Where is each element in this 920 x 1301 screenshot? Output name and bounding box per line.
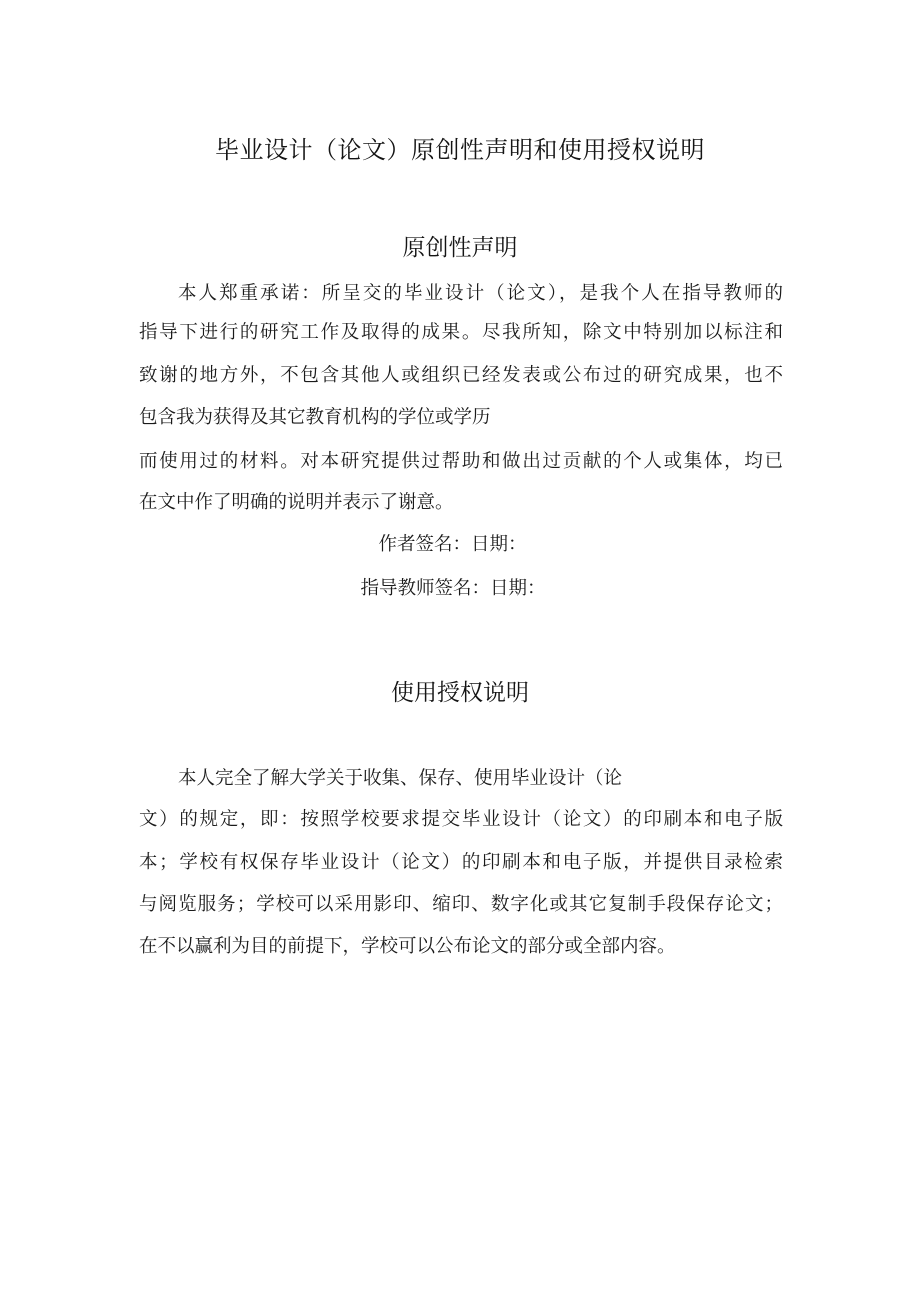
originality-heading: 原创性声明 <box>402 235 518 261</box>
originality-line: 包含我为获得及其它教育机构的学位或学历 <box>139 407 491 428</box>
authorization-line: 本；学校有权保存毕业设计（论文）的印刷本和电子版，并提供目录检索 <box>139 852 783 873</box>
author-signature-line: 作者签名：日期： <box>378 534 527 555</box>
originality-line: 本人郑重承诺：所呈交的毕业设计（论文），是我个人在指导教师的 <box>178 283 783 304</box>
authorization-line: 本人完全了解大学关于收集、保存、使用毕业设计（论 <box>178 768 623 789</box>
authorization-line: 在不以赢利为目的前提下，学校可以公布论文的部分或全部内容。 <box>139 936 676 957</box>
originality-line: 在文中作了明确的说明并表示了谢意。 <box>139 492 454 513</box>
authorization-line: 文）的规定，即：按照学校要求提交毕业设计（论文）的印刷本和电子版 <box>139 809 783 830</box>
authorization-heading: 使用授权说明 <box>391 680 529 706</box>
document-title: 毕业设计（论文）原创性声明和使用授权说明 <box>215 136 705 164</box>
authorization-line: 与阅览服务；学校可以采用影印、缩印、数字化或其它复制手段保存论文； <box>139 894 783 915</box>
originality-line: 致谢的地方外，不包含其他人或组织已经发表或公布过的研究成果，也不 <box>139 365 783 386</box>
originality-line: 而使用过的材料。对本研究提供过帮助和做出过贡献的个人或集体，均已 <box>139 451 783 472</box>
originality-line: 指导下进行的研究工作及取得的成果。尽我所知，除文中特别加以标注和 <box>139 322 783 343</box>
advisor-signature-line: 指导教师签名：日期： <box>360 578 546 599</box>
